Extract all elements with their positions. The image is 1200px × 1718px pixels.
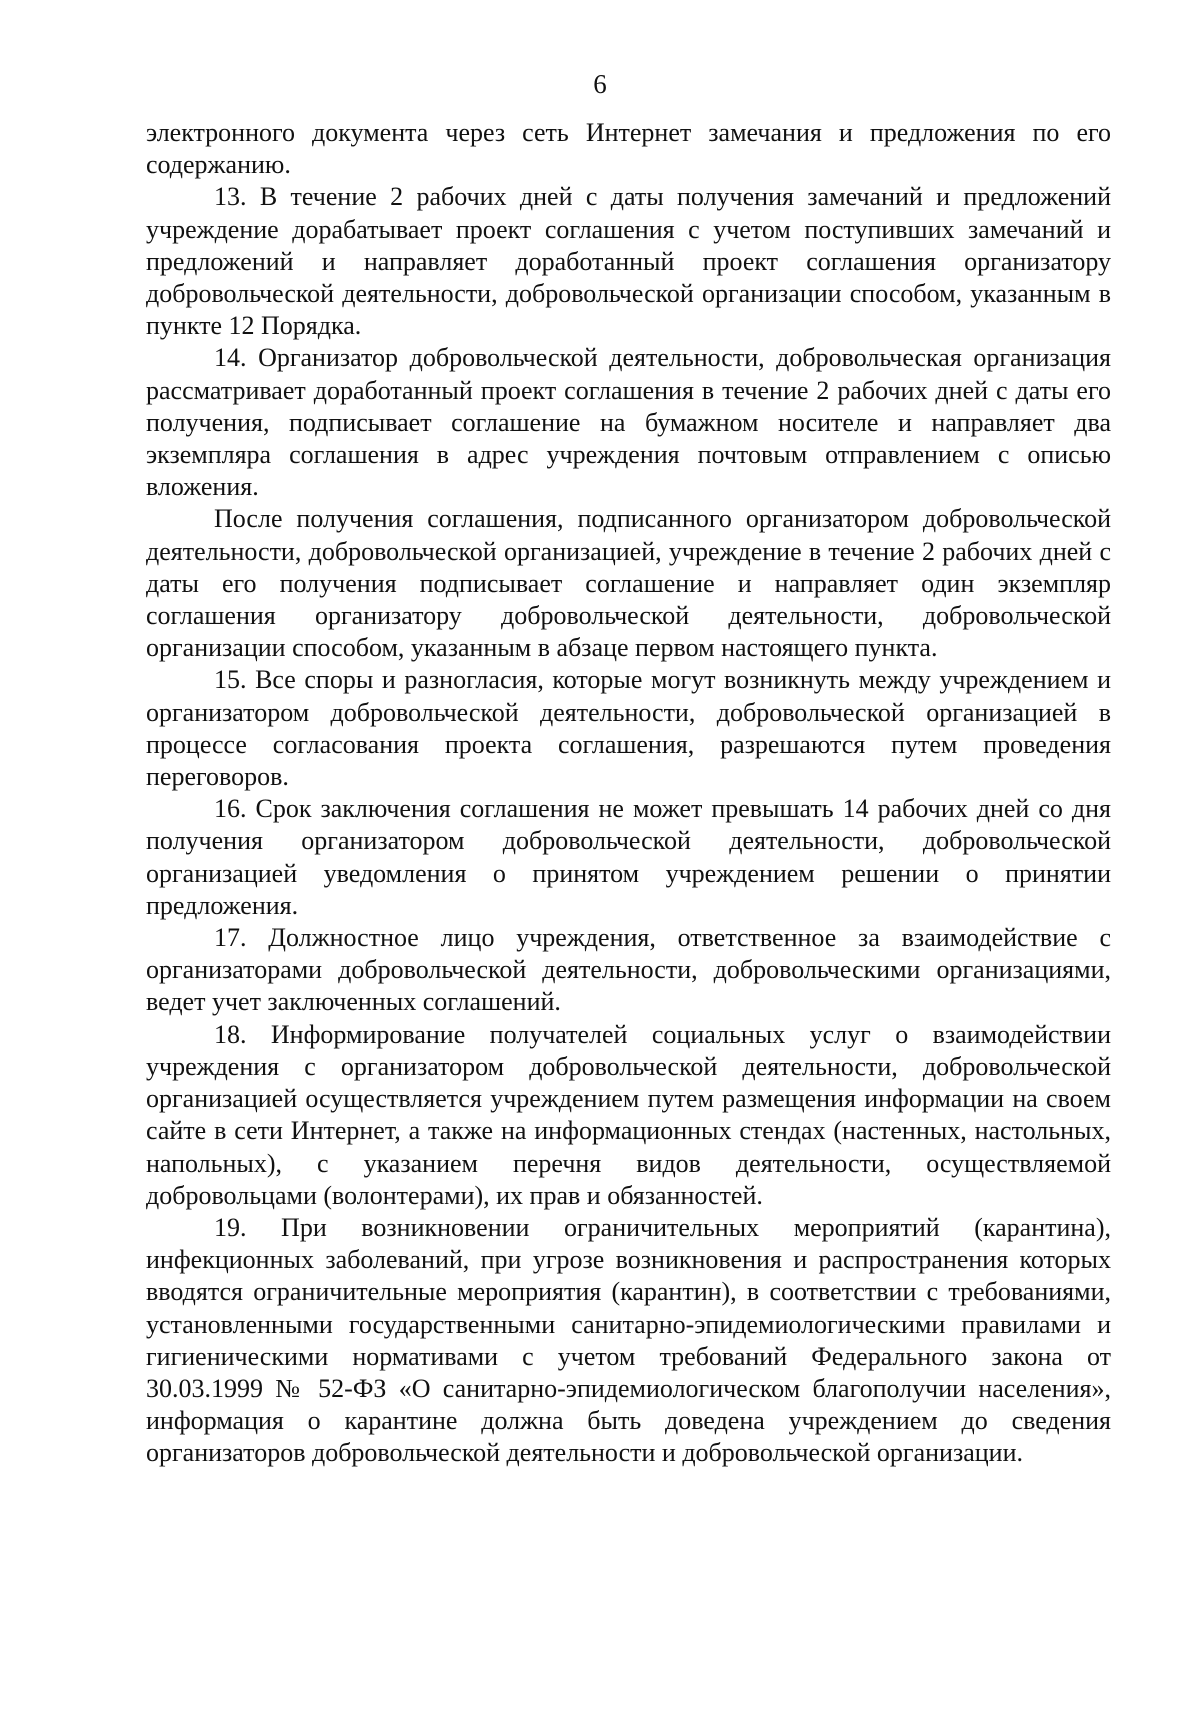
paragraph-14-second-part: После получения соглашения, подписанного организатором добровольческой деятельности, добровольческой организацией, учреждение в течение 2 рабочих дней с даты его получения подписывает соглашение и направляет один экземпляр соглашения организатору добровольческой деятельности, добровольческой организации способом, указанным в абзаце первом настоящего пункта. (146, 504, 1111, 663)
paragraph-16: 16. Срок заключения соглашения не может превышать 14 рабочих дней со дня получения организатором добровольческой деятельности, добровольческой организацией уведомления о принятом учреждением решении о принятии предложения. (146, 794, 1111, 920)
page-number: 6 (593, 69, 607, 99)
paragraph-19: 19. При возникновении ограничительных мероприятий (карантина), инфекционных заболеваний, при угрозе возникновения и распространения которых вводятся ограничительные мероприятия (карантин), в соответствии с требованиями, установленными государственными санитарно-эпидемиологическими правилами и гигиеническими нормативами с учетом требований Федерального закона от 30.03.1999 № 52-ФЗ «О санитарно-эпидемиологическом благополучии населения», информация о карантине должна быть доведена учреждением до сведения организаторов добровольческой деятельности и добровольческой организации. (146, 1212, 1111, 1468)
document-body (146, 117, 1111, 1470)
paragraph-15: 15. Все споры и разногласия, которые могут возникнуть между учреждением и организатором добровольческой деятельности, добровольческой организацией в процессе согласования проекта соглашения, разрешаются путем проведения переговоров. (146, 665, 1111, 792)
paragraph-continuation: электронного документа через сеть Интернет замечания и предложения по его содержанию. (146, 118, 1111, 180)
paragraph-13: 13. В течение 2 рабочих дней с даты получения замечаний и предложений учреждение дорабатывает проект соглашения с учетом поступивших замечаний и предложений и направляет доработанный проект соглашения организатору добровольческой деятельности, добровольческой организации способом, указанным в пункте 12 Порядка. (146, 182, 1111, 341)
paragraph-14: 14. Организатор добровольческой деятельности, добровольческая организация рассматривает доработанный проект соглашения в течение 2 рабочих дней с даты его получения, подписывает соглашение на бумажном носителе и направляет два экземпляра соглашения в адрес учреждения почтовым отправлением с описью вложения. (146, 343, 1111, 502)
paragraph-17: 17. Должностное лицо учреждения, ответственное за взаимодействие с организаторами добровольческой деятельности, добровольческими организациями, ведет учет заключенных соглашений. (146, 923, 1111, 1017)
paragraph-18: 18. Информирование получателей социальных услуг о взаимодействии учреждения с организатором добровольческой деятельности, добровольческой организацией осуществляется учреждением путем размещения информации на своем сайте в сети Интернет, а также на информационных стендах (настенных, настольных, напольных), с указанием перечня видов деятельности, осуществляемой добровольцами (волонтерами), их прав и обязанностей. (146, 1019, 1111, 1210)
